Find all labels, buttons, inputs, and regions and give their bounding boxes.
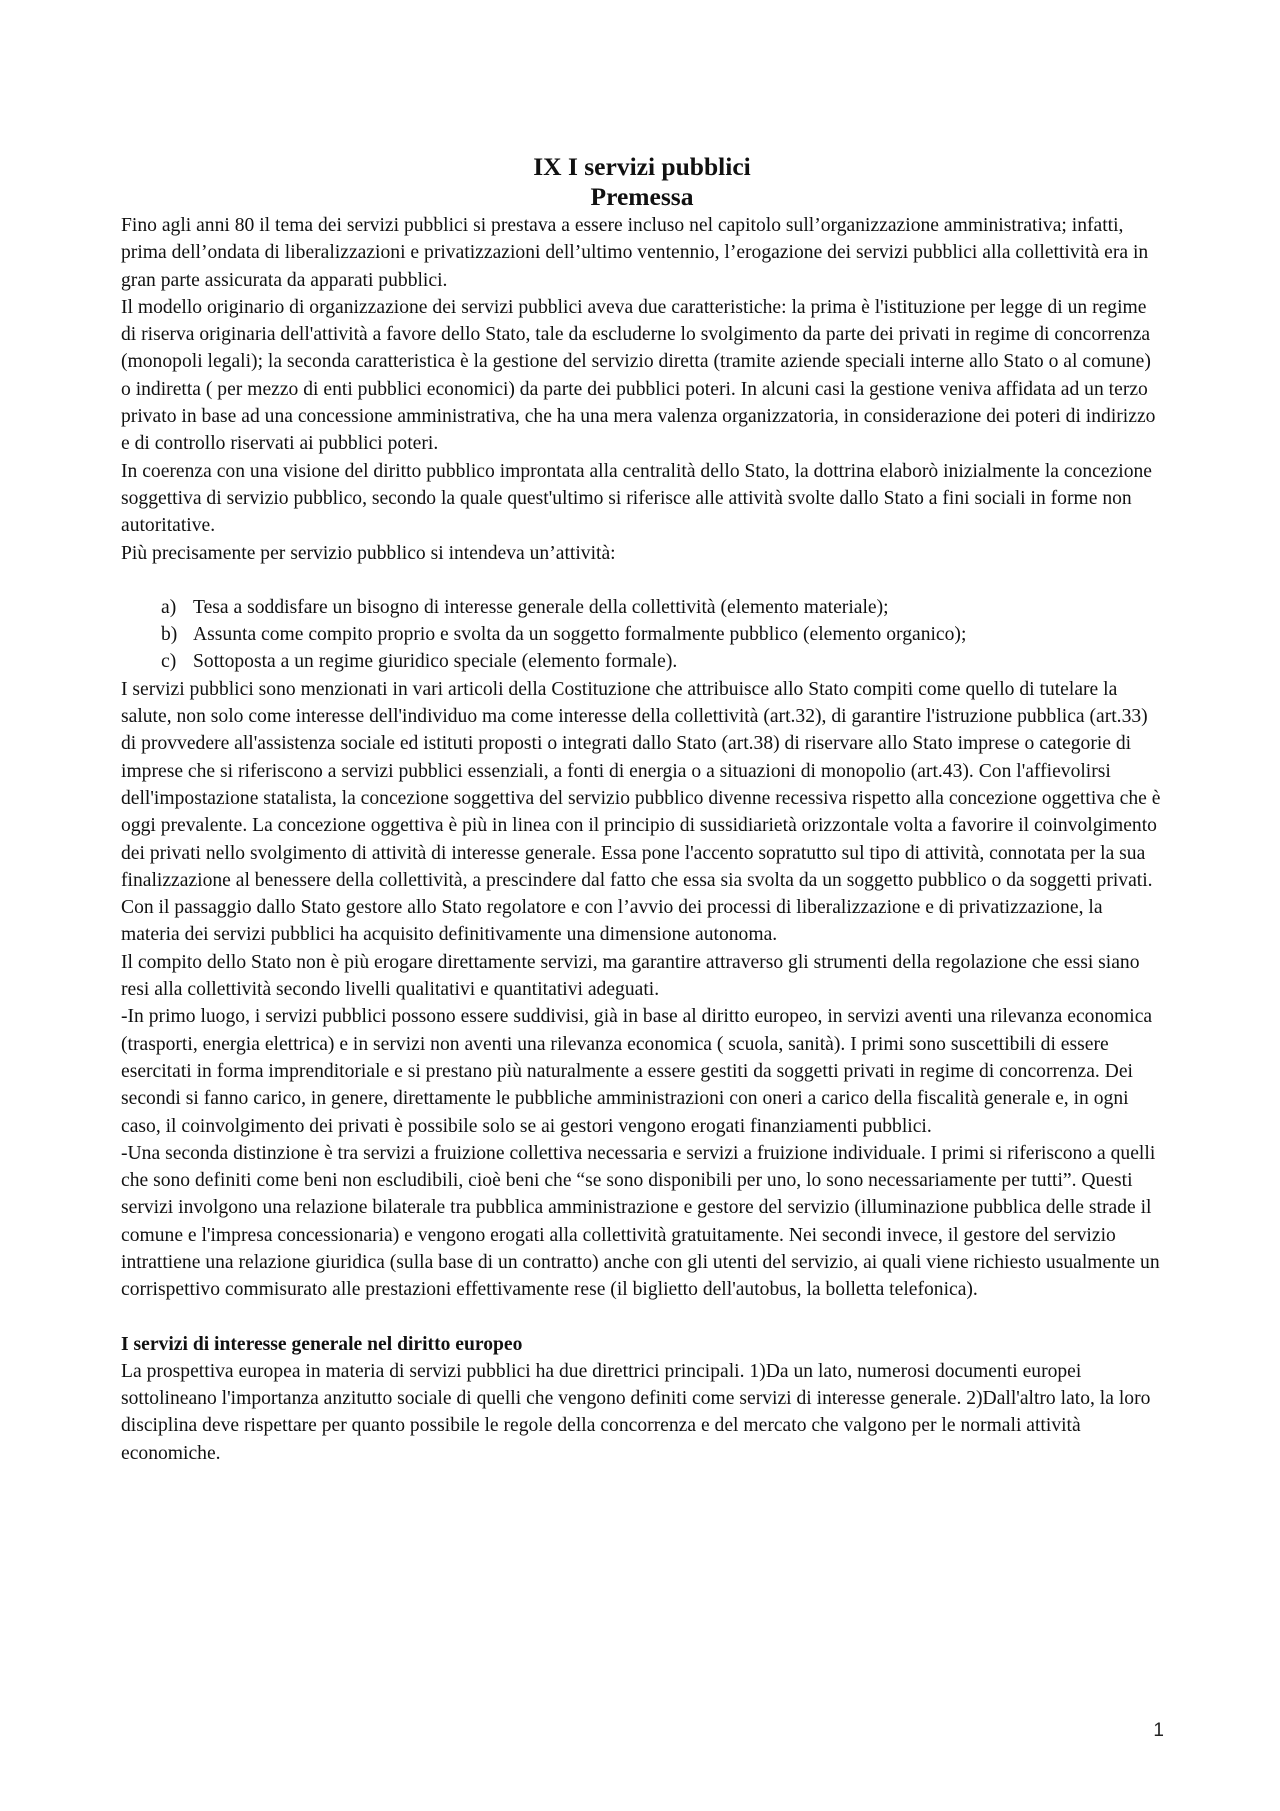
paragraph-intro-4: Più precisamente per servizio pubblico si intendeva un’attività: — [121, 542, 616, 564]
page-number: 1 — [1153, 1720, 1164, 1741]
list-item-text: Sottoposta a un regime giuridico speciale (elemento formale). — [193, 651, 678, 673]
section-title: Premessa — [590, 182, 694, 211]
paragraph-body-2: Con il passaggio dallo Stato gestore allo Stato regolatore e con l’avvio dei processi di liberalizzazione e di privatizzazione, la materia dei servizi pubblici ha acquisito definitivamente una dimensione autonoma. — [121, 897, 1103, 946]
definition-list — [121, 594, 1163, 676]
list-marker: a) — [161, 596, 177, 618]
section-heading: I servizi di interesse generale nel diritto europeo — [121, 1333, 523, 1355]
chapter-title: IX I servizi pubblici — [533, 152, 751, 181]
section-paragraph: La prospettiva europea in materia di servizi pubblici ha due direttrici principali. 1)Da un lato, numerosi documenti europei sottolineano l'importanza anzitutto sociale di quelli che vengono definiti come servizi di interesse generale. 2)Dall'altro lato, la loro disciplina deve rispettare per quanto possibile le regole della concorrenza e del mercato che valgono per le normali attività economiche. — [121, 1360, 1151, 1464]
document-page — [121, 152, 1163, 1467]
list-item-text: Tesa a soddisfare un bisogno di interesse generale della collettività (elemento materiale); — [193, 596, 889, 618]
list-item — [121, 648, 1163, 675]
list-marker: c) — [161, 651, 177, 673]
list-marker: b) — [161, 624, 178, 646]
paragraph-intro-3: In coerenza con una visione del diritto pubblico improntata alla centralità dello Stato, la dottrina elaborò inizialmente la concezione soggettiva di servizio pubblico, secondo la quale quest'ultimo si riferisce alle attività svolte dallo Stato a fini sociali in forme non autoritative. — [121, 460, 1153, 537]
paragraph-body-3: Il compito dello Stato non è più erogare direttamente servizi, ma garantire attraverso gli strumenti della regolazione che essi siano resi alla collettività secondo livelli qualitativi e quantitativi adeguati. — [121, 951, 1140, 1001]
list-item — [121, 621, 1163, 648]
list-item-text: Assunta come compito proprio e svolta da un soggetto formalmente pubblico (elemento organico); — [193, 624, 967, 646]
paragraph-body-1: I servizi pubblici sono menzionati in vari articoli della Costituzione che attribuisce allo Stato compiti come quello di tutelare la salute, non solo come interesse dell'individuo ma come interesse della collettività (art.32), di garantire l'istruzione pubblica (art.33) di provvedere all'assistenza sociale ed istituti proposti o integrati dallo Stato (art.38) di riservare allo Stato imprese o categorie di imprese che si riferiscono a servizi pubblici essenziali, a fonti di energia o a situazioni di monopolio (art.43). Con l'affievolirsi dell'impostazione statalista, la concezione soggettiva del servizio pubblico divenne recessiva rispetto alla concezione oggettiva che è oggi prevalente. La concezione oggettiva è più in linea con il principio di sussidiarietà orizzontale volta a favorire il coinvolgimento dei privati nello svolgimento di attività di interesse generale. Essa pone l'accento sopratutto sul tipo di attività, connotata per la sua finalizzazione al benessere della collettività, a prescindere dal fatto che essa sia svolta da un soggetto pubblico o da soggetti privati. — [121, 678, 1161, 891]
paragraph-body-5: -Una seconda distinzione è tra servizi a fruizione collettiva necessaria e servizi a fruizione individuale. I primi si riferiscono a quelli che sono definiti come beni non escludibili, cioè beni che “se sono disponibili per uno, lo sono necessariamente per tutti”. Questi servizi involgono una relazione bilaterale tra pubblica amministrazione e gestore del servizio (illuminazione pubblica delle strade il comune e l'impresa concessionaria) e vengono erogati alla collettività gratuitamente. Nei secondi invece, il gestore del servizio intrattiene una relazione giuridica (sulla base di un contratto) anche con gli utenti del servizio, ai quali viene richiesto usualmente un corrispettivo commisurato alle prestazioni effettivamente rese (il biglietto dell'autobus, la bolletta telefonica). — [121, 1142, 1160, 1301]
paragraph-intro-2: Il modello originario di organizzazione dei servizi pubblici aveva due caratteristiche: la prima è l'istituzione per legge di un regime di riserva originaria dell'attività a favore dello Stato, tale da escluderne lo svolgimento da parte dei privati in regime di concorrenza (monopoli legali); la seconda caratteristica è la gestione del servizio diretta (tramite aziende speciali interne allo Stato o al comune) o indiretta ( per mezzo di enti pubblici economici) da parte dei pubblici poteri. In alcuni casi la gestione veniva affidata ad un terzo privato in base ad una concessione amministrativa, che ha una mera valenza organizzatoria, in considerazione dei poteri di indirizzo e di controllo riservati ai pubblici poteri. — [121, 296, 1156, 455]
paragraph-body-4: -In primo luogo, i servizi pubblici possono essere suddivisi, già in base al diritto europeo, in servizi aventi una rilevanza economica (trasporti, energia elettrica) e in servizi non aventi una rilevanza economica ( scuola, sanità). I primi sono suscettibili di essere esercitati in forma imprenditoriale e si prestano più naturalmente a essere gestiti da soggetti privati in regime di concorrenza. Dei secondi si fanno carico, in genere, direttamente le pubbliche amministrazioni con oneri a carico della fiscalità generale e, in ogni caso, il coinvolgimento dei privati è possibile solo se ai gestori vengono erogati finanziamenti pubblici. — [121, 1006, 1153, 1137]
list-item — [121, 594, 1163, 621]
paragraph-intro-1: Fino agli anni 80 il tema dei servizi pubblici si prestava a essere incluso nel capitolo sull’organizzazione amministrativa; infatti, prima dell’ondata di liberalizzazioni e privatizzazioni dell’ultimo ventennio, l’erogazione dei servizi pubblici alla collettività era in gran parte assicurata da apparati pubblici. — [121, 215, 1149, 291]
